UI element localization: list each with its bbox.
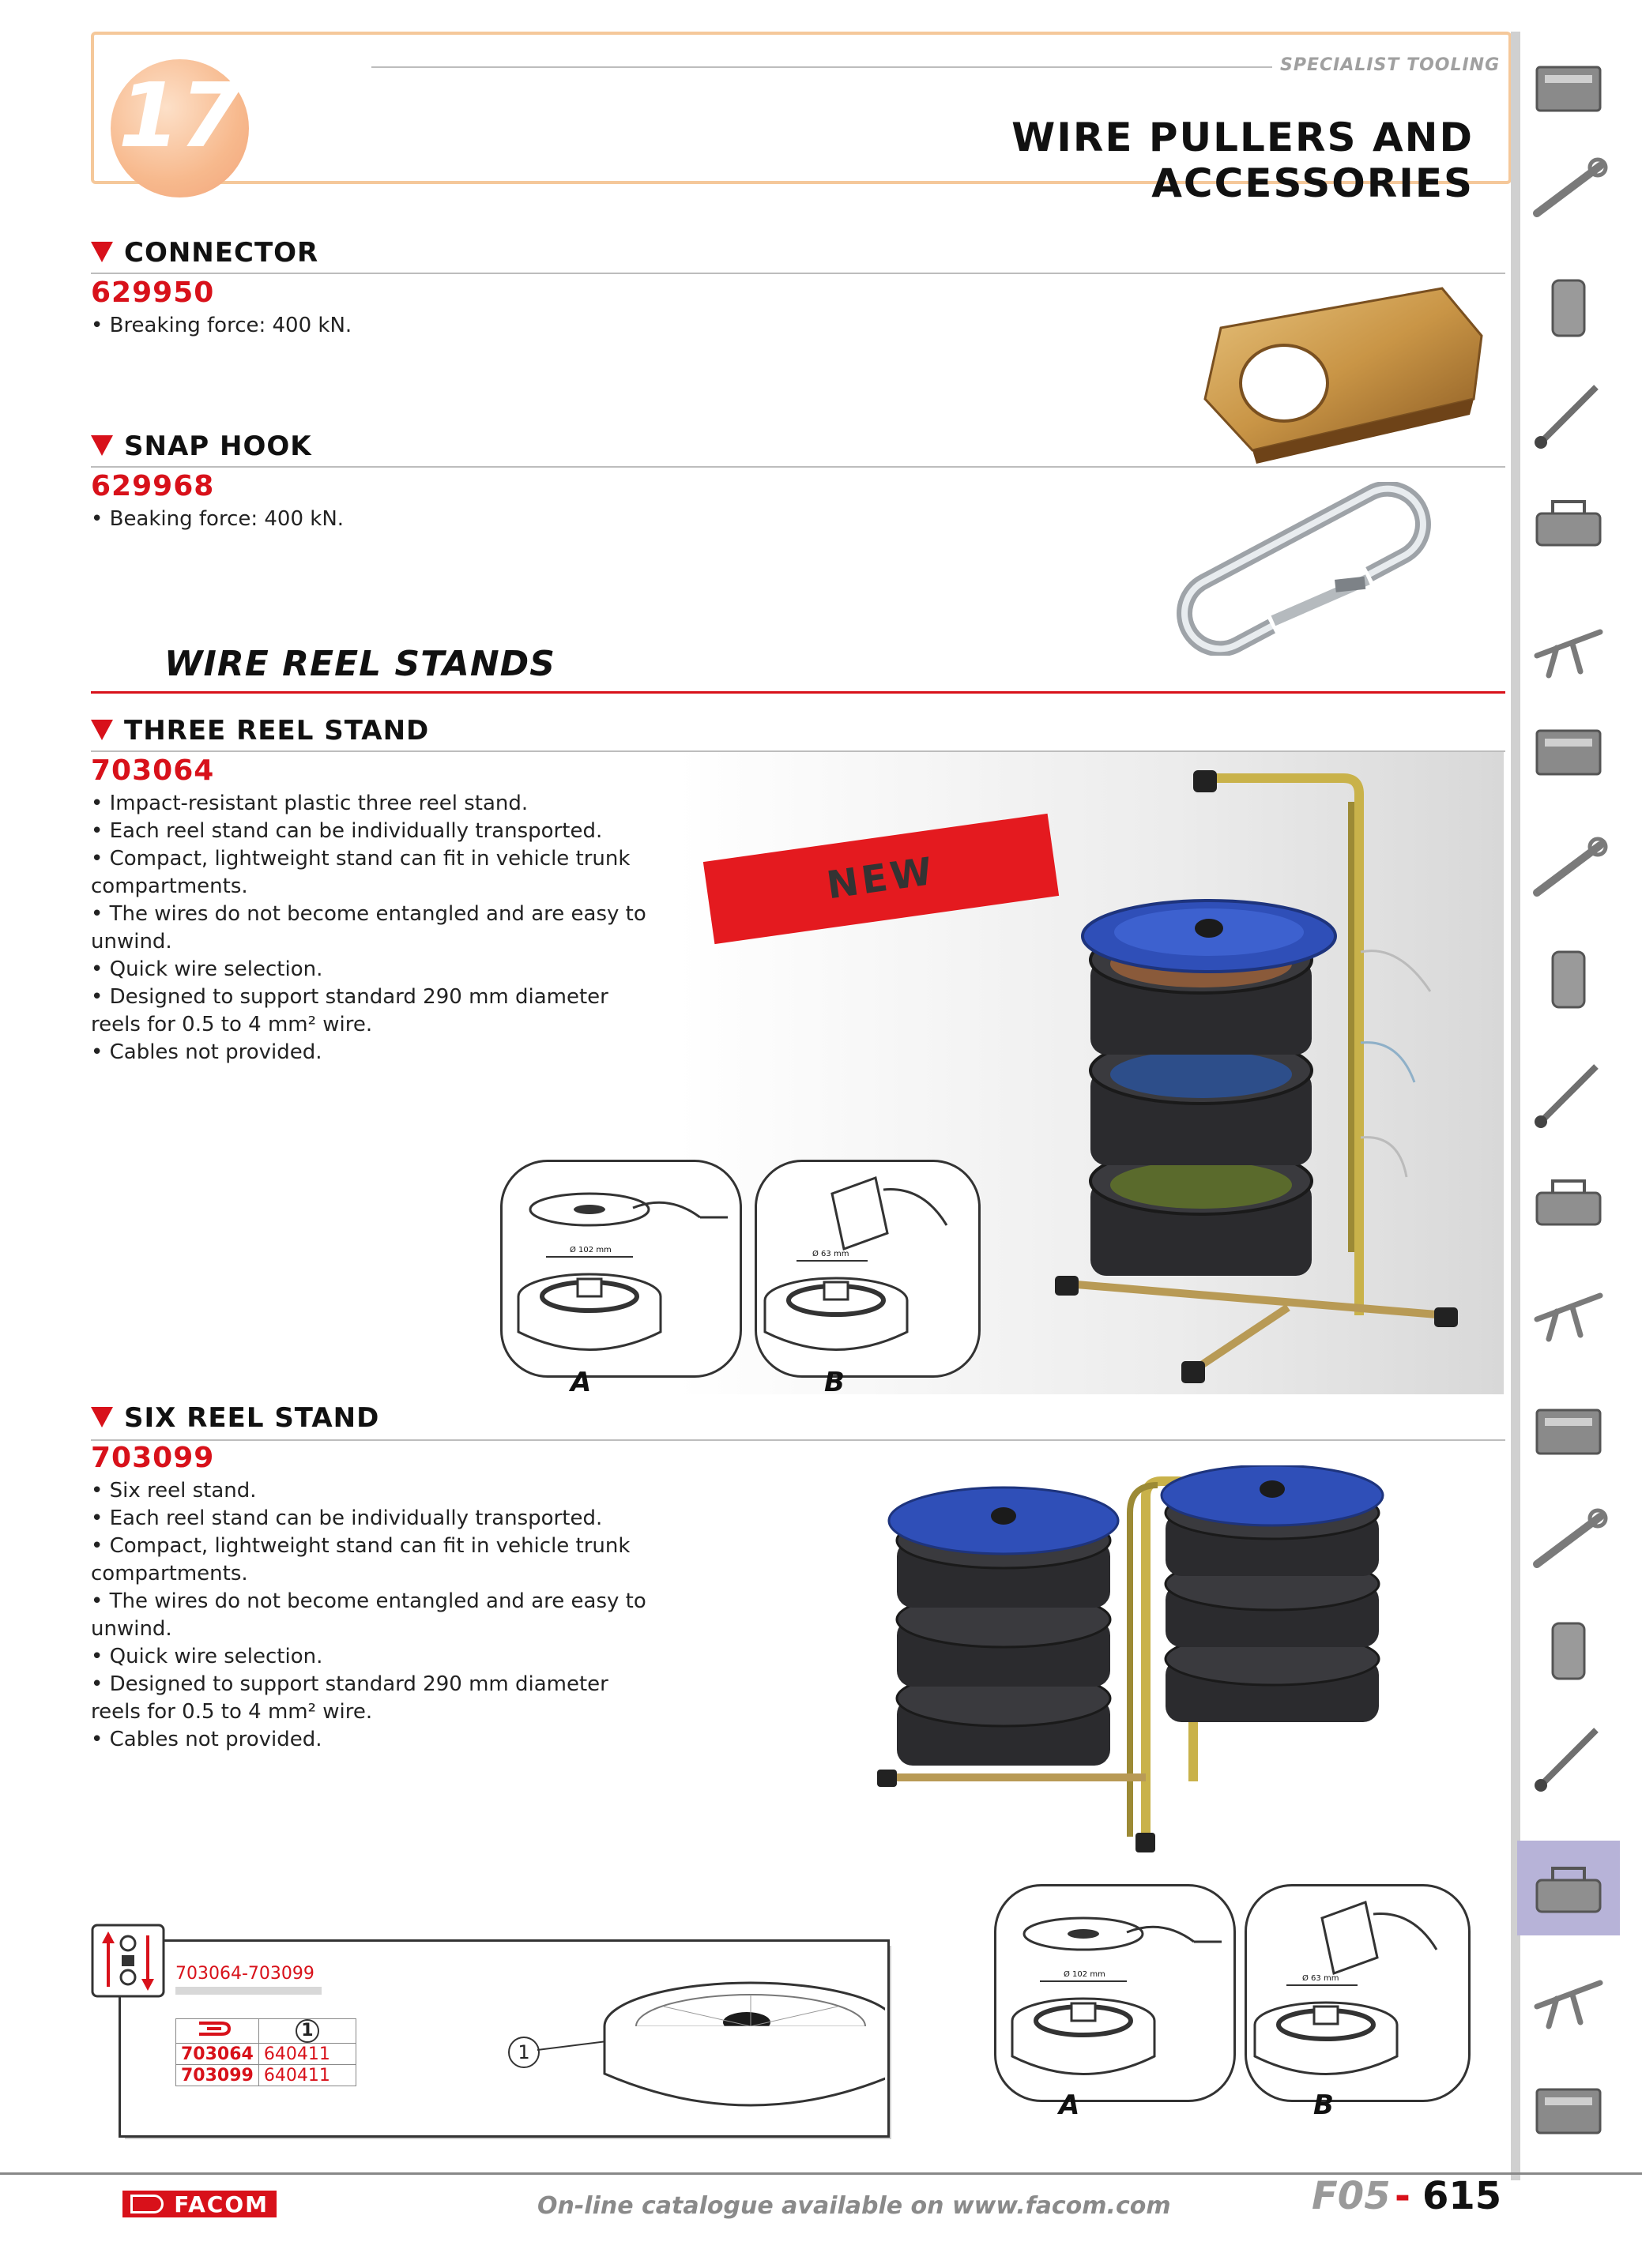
dimension-label-a: Ø 102 mm [570, 1246, 612, 1254]
tape-measure-glyph [1525, 1059, 1612, 1138]
wire-puller-glyph [1525, 1849, 1612, 1928]
wrench-glyph [1525, 482, 1612, 561]
three-reel-rule [91, 750, 1505, 752]
table-row [176, 2044, 356, 2065]
facom-logo: FACOM [122, 2191, 277, 2217]
table-header-row [176, 2019, 356, 2044]
diagram-a-drawing [503, 1162, 740, 1375]
part-column-header: 1 [258, 2019, 356, 2044]
dimension-label-b: Ø 63 mm [812, 1250, 849, 1258]
connector-code: 629950 [91, 276, 215, 309]
bullet-line: • Six reel stand. [91, 1479, 257, 1503]
bullet-line: • The wires do not become entangled and are easy to [91, 1589, 646, 1613]
tape-measure-icon[interactable] [1517, 1051, 1620, 1145]
dimension-label-a: Ø 102 mm [1064, 1970, 1105, 1979]
bullet-line: • Compact, lightweight stand can fit in vehicle trunk [91, 847, 631, 871]
snap-hook-section-title: SNAP HOOK [91, 431, 312, 462]
spare-parts-reference: 703064-703099 [175, 1964, 314, 1984]
bullet-line: • Designed to support standard 290 mm diameter [91, 985, 608, 1009]
dimension-label-b: Ø 63 mm [1302, 1974, 1339, 1983]
bullet-line: • The wires do not become entangled and are easy to [91, 902, 646, 926]
diagram-a-drawing [996, 1886, 1233, 2100]
table-row [176, 2065, 356, 2086]
spare-parts-icon [91, 1924, 166, 1999]
bullet-line: compartments. [91, 1562, 248, 1585]
connector-rule [91, 273, 1505, 274]
bullet-line: • Quick wire selection. [91, 957, 323, 981]
roller-cabinet-glyph [1525, 150, 1612, 229]
category-label: SPECIALIST TOOLING [1280, 55, 1501, 75]
triangle-icon [91, 720, 113, 740]
model-cell: 703099 [176, 2065, 259, 2086]
part-cell: 640411 [258, 2065, 356, 2086]
pipe-wrench-icon[interactable] [1517, 1604, 1620, 1698]
page-number: 615 [1422, 2174, 1502, 2218]
bullet-line: unwind. [91, 1617, 172, 1641]
key-icon [130, 2195, 164, 2213]
hacksaw-icon[interactable] [1517, 1264, 1620, 1359]
header-divider [371, 66, 1272, 68]
six-reel-code: 703099 [91, 1442, 215, 1474]
snap-hook-image [1154, 482, 1454, 656]
bullet-line: • Impact-resistant plastic three reel stand. [91, 792, 529, 815]
workbench-icon[interactable] [1517, 261, 1620, 355]
three-reel-section-title: THREE REEL STAND [91, 715, 429, 747]
bullet-line: • Designed to support standard 290 mm diameter [91, 1672, 608, 1696]
wrench-icon[interactable] [1517, 474, 1620, 569]
hex-key-icon[interactable] [1517, 822, 1620, 916]
bullet-line: • Beaking force: 400 kN. [91, 507, 345, 531]
triangle-icon [91, 1407, 113, 1427]
three-reel-label-a: A [571, 1367, 592, 1398]
three-reel-label-b: B [824, 1367, 845, 1398]
aircraft-icon[interactable] [1517, 1714, 1620, 1809]
socket-glyph [1525, 608, 1612, 687]
socket-icon[interactable] [1517, 600, 1620, 695]
aircraft-glyph [1525, 1722, 1612, 1801]
air-tool-glyph [1525, 1501, 1612, 1580]
new-badge: NEW [703, 814, 1059, 944]
hammer-glyph [1525, 1161, 1612, 1240]
workbench-glyph [1525, 269, 1612, 348]
screwdriver-icon[interactable] [1517, 703, 1620, 798]
six-reel-bullets [91, 1477, 646, 1754]
bullet-line: • Each reel stand can be individually transported. [91, 819, 603, 843]
tool-box-icon[interactable] [1517, 371, 1620, 466]
six-reel-section-title: SIX REEL STAND [91, 1402, 379, 1434]
three-reel-diagram-b [755, 1160, 981, 1378]
wire-puller-icon[interactable] [1517, 1841, 1620, 1935]
reference-underline [175, 1987, 322, 1995]
air-tool-icon[interactable] [1517, 1493, 1620, 1588]
diagram-b-drawing [1247, 1886, 1468, 2100]
chapter-number: 17 [118, 65, 242, 167]
electronics-glyph [1525, 1959, 1612, 2038]
three-reel-diagram-a [500, 1160, 742, 1378]
bullet-line: reels for 0.5 to 4 mm² wire. [91, 1013, 373, 1036]
bullet-line: • Each reel stand can be individually transported. [91, 1506, 603, 1530]
tool-chest-glyph [1525, 47, 1612, 126]
section-red-rule [91, 691, 1505, 694]
triangle-icon [91, 242, 113, 262]
triangle-icon [91, 435, 113, 456]
connector-section-title: CONNECTOR [91, 237, 318, 269]
snap-hook-code: 629968 [91, 470, 215, 502]
puller-glyph [1525, 1390, 1612, 1469]
connector-bullets [91, 312, 352, 340]
electronics-icon[interactable] [1517, 1951, 1620, 2046]
bullet-line: • Breaking force: 400 kN. [91, 314, 352, 337]
six-reel-label-a: A [1059, 2089, 1080, 2121]
bullet-line: • Cables not provided. [91, 1728, 322, 1751]
spare-parts-table [175, 2018, 356, 2086]
snap-hook-bullets [91, 506, 344, 533]
pipe-wrench-glyph [1525, 1612, 1612, 1691]
six-reel-diagram-b [1245, 1884, 1471, 2102]
six-reel-stand-image [873, 1465, 1410, 1860]
connector-image [1189, 280, 1489, 470]
six-reel-label-b: B [1313, 2089, 1334, 2121]
tool-box-glyph [1525, 379, 1612, 458]
callout-number: 1 [508, 2037, 540, 2068]
three-reel-code: 703064 [91, 754, 215, 787]
bullet-line: • Quick wire selection. [91, 1645, 323, 1668]
catalogue-code: F05 [1312, 2174, 1391, 2218]
bullet-line: • Compact, lightweight stand can fit in vehicle trunk [91, 1534, 631, 1558]
hex-key-glyph [1525, 829, 1612, 908]
facom-key-icon [176, 2019, 259, 2044]
diagram-b-drawing [757, 1162, 978, 1375]
snap-hook-rule [91, 466, 1505, 468]
model-cell: 703064 [176, 2044, 259, 2065]
wire-reel-stands-heading: WIRE REEL STANDS [164, 644, 555, 684]
hammer-icon[interactable] [1517, 1153, 1620, 1248]
three-reel-stand-image [1051, 770, 1493, 1386]
reel-cover-drawing [537, 1971, 885, 2129]
screwdriver-glyph [1525, 711, 1612, 790]
roller-cabinet-icon[interactable] [1517, 142, 1620, 237]
vehicle-glyph [1525, 2070, 1612, 2149]
six-reel-diagram-a [994, 1884, 1236, 2102]
three-reel-bullets [91, 790, 646, 1066]
part-cell: 640411 [258, 2044, 356, 2065]
pliers-glyph [1525, 940, 1612, 1019]
puller-icon[interactable] [1517, 1382, 1620, 1477]
page-title: WIRE PULLERS AND ACCESSORIES [1011, 115, 1474, 206]
tool-chest-icon[interactable] [1517, 39, 1620, 134]
bullet-line: unwind. [91, 930, 172, 953]
vehicle-icon[interactable] [1517, 2062, 1620, 2157]
bullet-line: compartments. [91, 874, 248, 898]
hacksaw-glyph [1525, 1272, 1612, 1351]
footer-online-text: On-line catalogue available on www.facom.com [537, 2192, 1171, 2220]
key-icon [198, 2021, 237, 2037]
bullet-line: • Cables not provided. [91, 1040, 322, 1064]
pliers-icon[interactable] [1517, 932, 1620, 1027]
six-reel-rule [91, 1439, 1505, 1441]
bullet-line: reels for 0.5 to 4 mm² wire. [91, 1700, 373, 1724]
page-separator: - [1395, 2174, 1410, 2218]
